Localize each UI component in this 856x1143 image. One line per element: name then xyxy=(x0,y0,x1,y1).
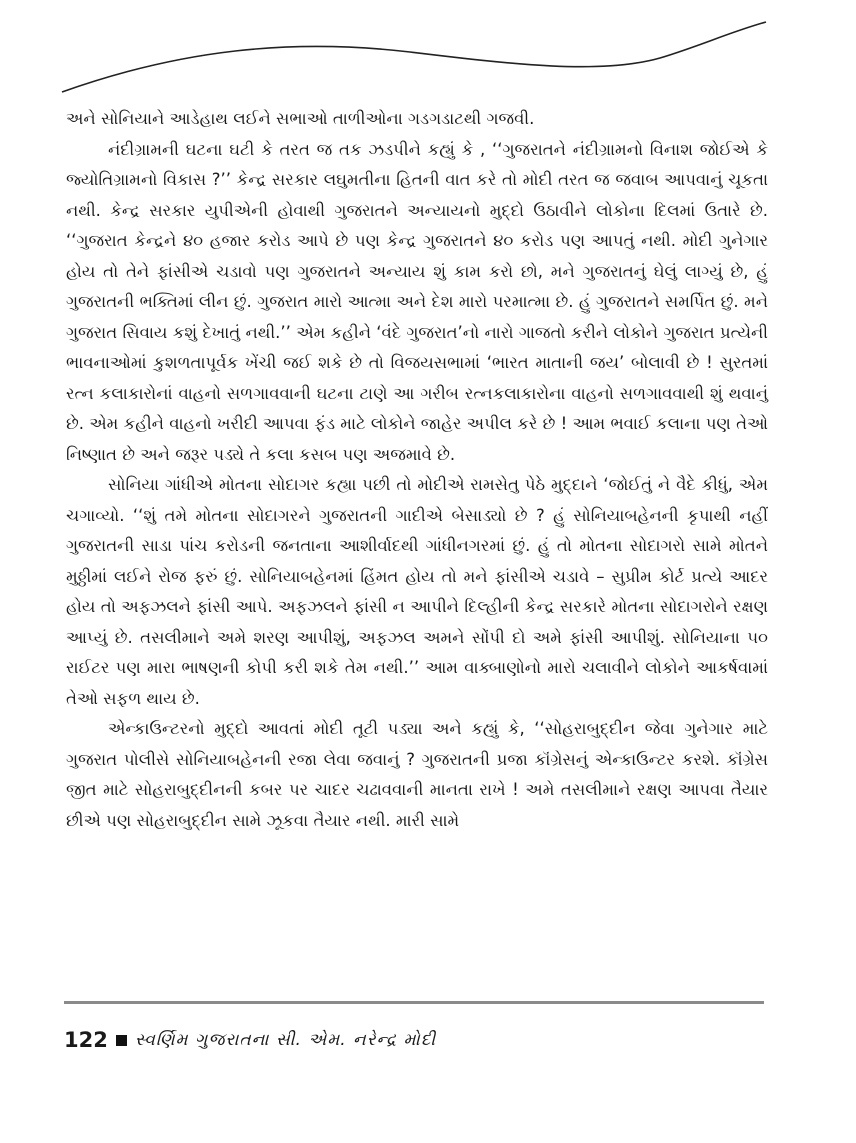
footer-divider xyxy=(64,1001,764,1004)
page-footer xyxy=(64,1026,436,1054)
paragraph: સોનિયા ગાંધીએ મોતના સોદાગર કહ્યા પછી તો મોદીએ રામસેતુ પેઠે મુદ્દાને ‘જોઈતું ને વૈદે કીધું, એમ ચગાવ્યો. ‘‘શું તમે મોતના સોદાગરને ગુજરાતની ગાદીએ બેસાડ્યો છે ? હું સોનિયાબહેનની કૃપાથી નહીં ગુજરાતની સાડા પાંચ કરોડની જનતાના આશીર્વાદથી ગાંધીનગરમાં છું. હું તો મોતના સોદાગરો સામે મોતને મુઠ્ઠીમાં લઈને રોજ ફરું છું. સોનિયાબહેનમાં હિંમત હોય તો મને ફાંસીએ ચડાવે – સુપ્રીમ કોર્ટ પ્રત્યે આદર હોય તો અફઝલને ફાંસી આપે. અફઝલને ફાંસી ન આપીને દિલ્હીની કેન્દ્ર સરકારે મોતના સોદાગરોને રક્ષણ આપ્યું છે. તસલીમાને અમે શરણ આપીશું, અફઝલ અમને સોંપી દો અમે ફાંસી આપીશું. સોનિયાના ૫૦ રાઈટર પણ મારા ભાષણની કોપી કરી શકે તેમ નથી.’’ આમ વાક્બાણોનો મારો ચલાવીને લોકોને આકર્ષવામાં તેઓ સફળ થાય છે. xyxy=(66,475,768,708)
paragraph: એન્કાઉન્ટરનો મુદ્દો આવતાં મોદી તૂટી પડ્યા અને કહ્યું કે, ‘‘સોહરાબુદ્દીન જેવા ગુનેગાર માટે ગુજરાત પોલીસે સોનિયાબહેનની રજા લેવા જવાનું ? ગુજરાતની પ્રજા કૉંગ્રેસનું એન્કાઉન્ટર કરશે. કૉંગ્રેસ જીત માટે સોહરાબુદ્દીનની કબર પર ચાદર ચઢાવવાની માનતા રાખે ! અમે તસલીમાને રક્ષણ આપવા તૈયાર છીએ પણ સોહરાબુદ્દીન સામે ઝૂકવા તૈયાર નથી. મારી સામે xyxy=(66,719,768,830)
body-text xyxy=(66,104,768,836)
decorative-wave-line xyxy=(60,20,770,100)
book-title: સ્વર્ણિમ ગુજરાતના સી. એમ. નરેન્દ્ર મોદી xyxy=(134,1030,437,1050)
paragraph: અને સોનિયાને આડેહાથ લઈને સભાઓ તાળીઓના ગડગડાટથી ગજવી. xyxy=(66,109,535,128)
page-number: 122 xyxy=(64,1028,108,1052)
square-bullet-icon xyxy=(116,1035,127,1046)
paragraph: નંદીગ્રામની ઘટના ઘટી કે તરત જ તક ઝડપીને કહ્યું કે , ‘‘ગુજરાતને નંદીગ્રામનો વિનાશ જોઈએ કે જ્યોતિગ્રામનો વિકાસ ?’’ કેન્દ્ર સરકાર લઘુમતીના હિતની વાત કરે તો મોદી તરત જ જવાબ આપવાનું ચૂકતા નથી. કેન્દ્ર સરકાર યુપીએની હોવાથી ગુજરાતને અન્યાયનો મુદ્દો ઉઠાવીને લોકોના દિલમાં ઉતારે છે. ‘‘ગુજરાત કેન્દ્રને ૪૦ હજાર કરોડ આપે છે પણ કેન્દ્ર ગુજરાતને ૪૦ કરોડ પણ આપતું નથી. મોદી ગુનેગાર હોય તો તેને ફાંસીએ ચડાવો પણ ગુજરાતને અન્યાય શું કામ કરો છો, મને ગુજરાતનું ઘેલું લાગ્યું છે, હું ગુજરાતની ભક્તિમાં લીન છું. ગુજરાત મારો આત્મા અને દેશ મારો પરમાત્મા છે. હું ગુજરાતને સમર્પિત છું. મને ગુજરાત સિવાય કશું દેખાતું નથી.’’ એમ કહીને ‘વંદે ગુજરાત’નો નારો ગાજતો કરીને લોકોને ગુજરાત પ્રત્યેની ભાવનાઓમાં કુશળતાપૂર્વક ખેંચી જઈ શકે છે તો વિજયસભામાં ‘ભારત માતાની જય’ બોલાવી છે ! સુરતમાં રત્ન કલાકારોનાં વાહનો સળગાવવાની ઘટના ટાણે આ ગરીબ રત્નકલાકારોના વાહનો સળગાવવાથી શું થવાનું છે. એમ કહીને વાહનો ખરીદી આપવા ફંડ માટે લોકોને જાહેર અપીલ કરે છે ! આમ ભવાઈ કલાના પણ તેઓ નિષ્ણાત છે અને જરૂર પડ્યે તે કલા કસબ પણ અજમાવે છે. xyxy=(66,139,768,464)
